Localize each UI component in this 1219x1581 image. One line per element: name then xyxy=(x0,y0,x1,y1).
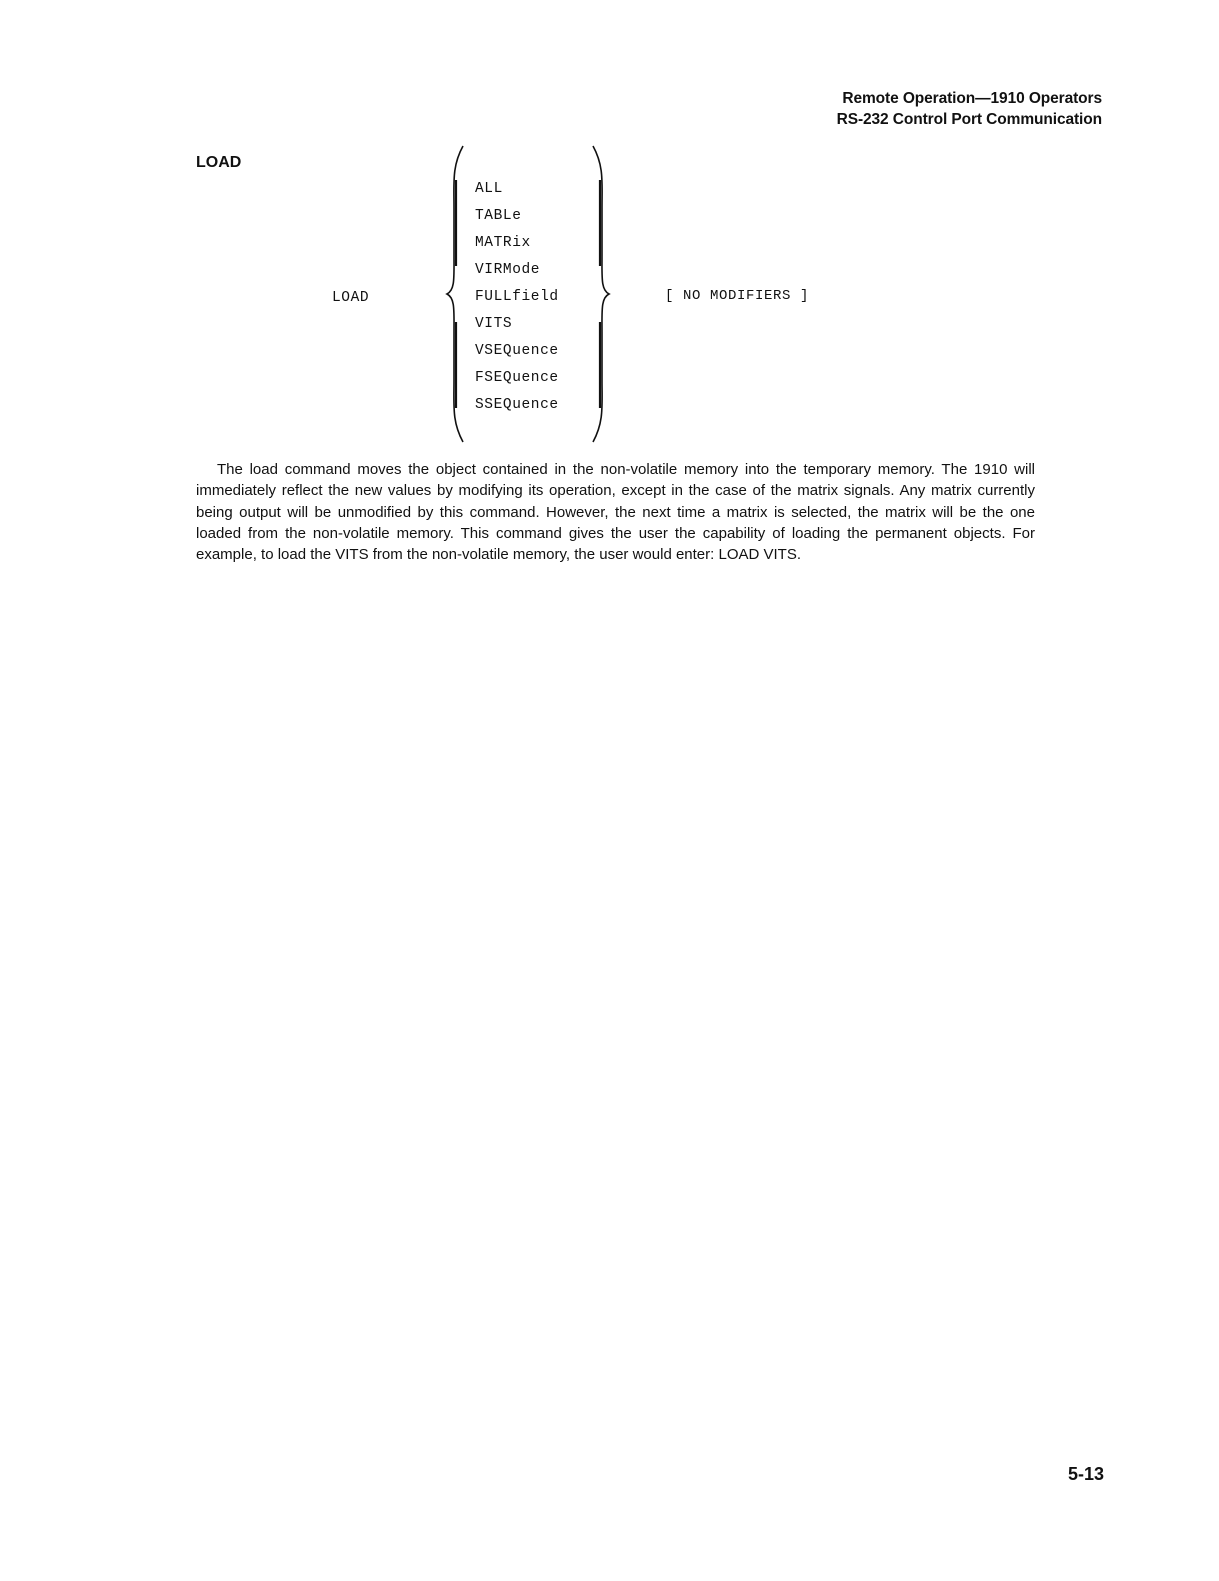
argument-item: VITS xyxy=(475,316,513,332)
syntax-modifiers: [ NO MODIFIERS ] xyxy=(665,288,810,304)
argument-item: FSEQuence xyxy=(475,370,559,386)
header-section-title: RS-232 Control Port Communication xyxy=(836,111,1102,128)
argument-item: TABLe xyxy=(475,208,522,224)
page-number: 5-13 xyxy=(1067,1464,1104,1484)
argument-item: ALL xyxy=(475,181,503,197)
running-header xyxy=(760,88,1102,130)
syntax-command-keyword: LOAD xyxy=(332,290,370,306)
right-brace-icon xyxy=(586,146,610,442)
header-chapter-title: Remote Operation—1910 Operators xyxy=(842,90,1102,107)
command-description: The load command moves the object contained in the non-volatile memory into the temporary memory. The 1910 will immediately reflect the new values by modifying its operation, except in the case of the matrix signals. Any matrix currently being output will be unmodified by this command. However, the next time a matrix is selected, the matrix will be the one loaded from the non-volatile memory. This command gives the user the capability of loading the permanent objects. For example, to load the VITS from the non-volatile memory, the user would enter: LOAD VITS. xyxy=(196,461,1035,564)
argument-item: FULLfield xyxy=(475,289,559,305)
left-brace-icon xyxy=(446,146,470,442)
argument-item: SSEQuence xyxy=(475,397,559,413)
argument-item: VSEQuence xyxy=(475,343,559,359)
argument-item: MATRix xyxy=(475,235,531,251)
argument-item: VIRMode xyxy=(475,262,541,278)
syntax-argument-list xyxy=(475,179,559,422)
command-heading: LOAD xyxy=(196,154,242,171)
